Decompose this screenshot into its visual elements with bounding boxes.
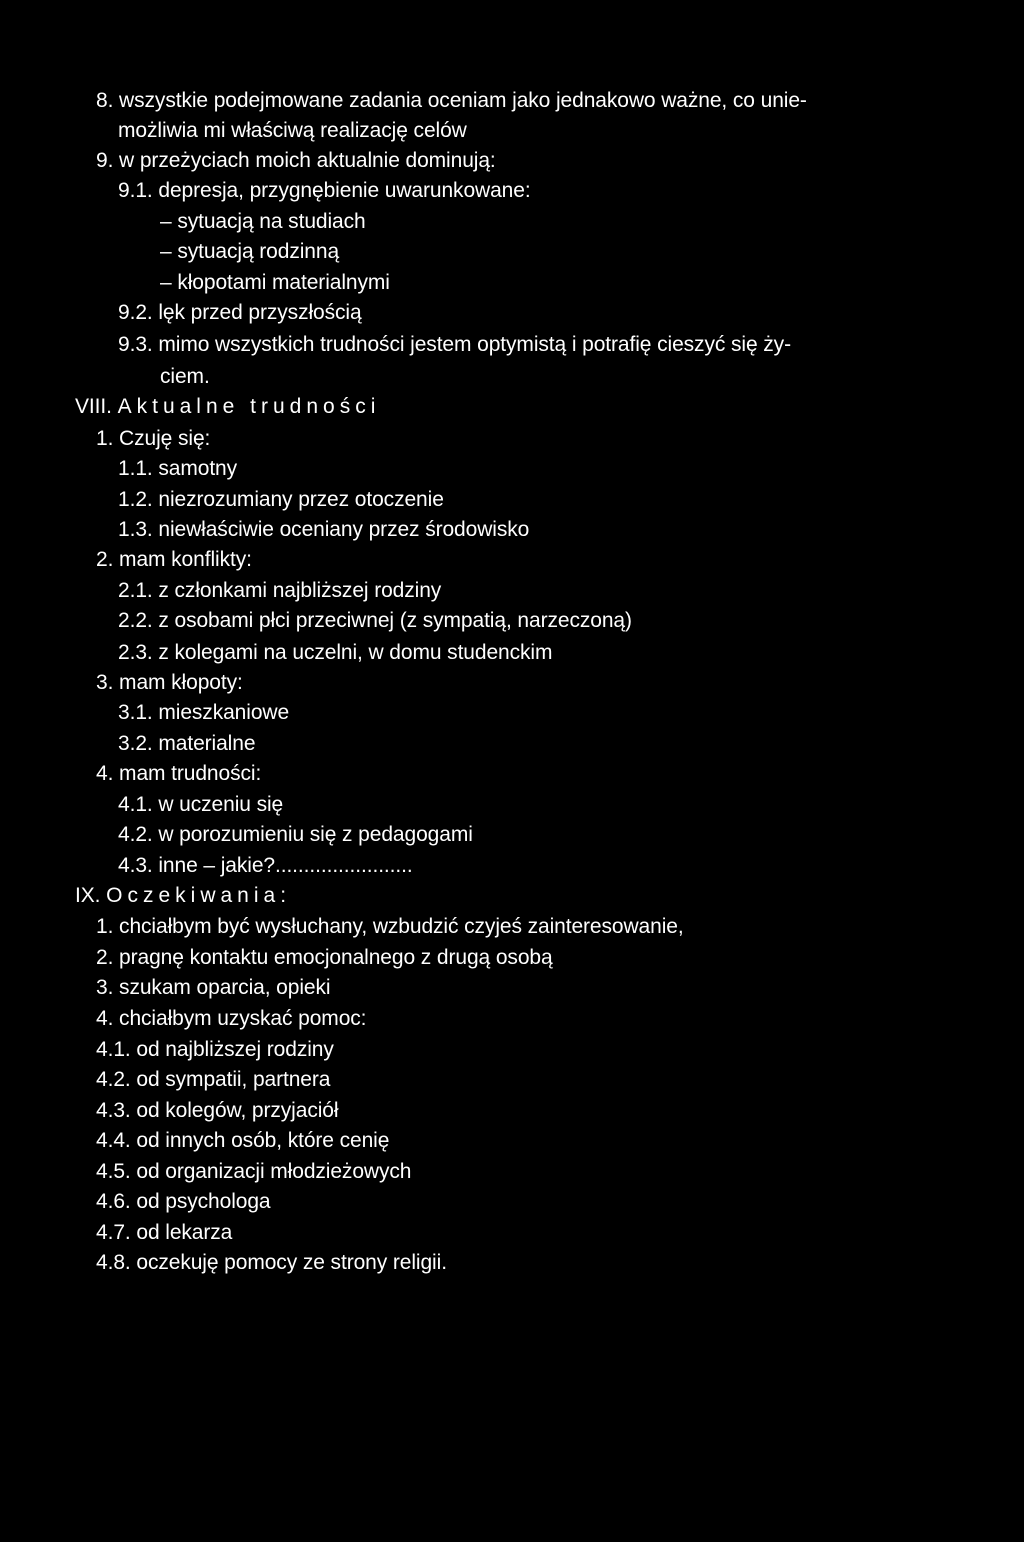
list-item: 1.2. niezrozumiany przez otoczenie [118, 488, 444, 511]
section-viii-heading [75, 392, 380, 422]
list-item: 3. mam kłopoty: [96, 671, 243, 694]
list-item: 2.1. z członkami najbliższej rodziny [118, 579, 442, 602]
list-item: 2.2. z osobami płci przeciwnej (z sympatią, narzeczoną) [118, 609, 632, 632]
list-item: 4. mam trudności: [96, 762, 262, 785]
item-9-1-b: – sytuacją rodzinną [160, 240, 340, 263]
list-item: 4.2. od sympatii, partnera [96, 1068, 331, 1091]
list-item: 1. chciałbym być wysłuchany, wzbudzić czyjeś zainteresowanie, [96, 915, 684, 938]
list-item: 4.3. inne – jakie?........................ [118, 854, 413, 877]
item-9-2: 9.2. lęk przed przyszłością [118, 301, 362, 324]
list-item: 2. pragnę kontaktu emocjonalnego z drugą osobą [96, 946, 553, 969]
list-item: 4.8. oczekuję pomocy ze strony religii. [96, 1251, 447, 1274]
item-9-1-c: – kłopotami materialnymi [160, 271, 390, 294]
list-item: 4.3. od kolegów, przyjaciół [96, 1099, 339, 1122]
item-9: 9. w przeżyciach moich aktualnie dominują: [96, 149, 496, 172]
item-9-1: 9.1. depresja, przygnębienie uwarunkowane: [118, 179, 531, 202]
item-8-line-2: możliwia mi właściwą realizację celów [118, 119, 467, 142]
list-item: 2. mam konflikty: [96, 548, 252, 571]
section-ix-numeral: IX. [75, 884, 101, 907]
list-item: 4.4. od innych osób, które cenię [96, 1129, 390, 1152]
item-9-3-line-1: 9.3. mimo wszystkich trudności jestem optymistą i potrafię cieszyć się ży- [118, 333, 791, 356]
section-viii-numeral: VIII. [75, 395, 112, 418]
list-item: 3.2. materialne [118, 732, 256, 755]
list-item: 4. chciałbym uzyskać pomoc: [96, 1007, 367, 1030]
section-ix-heading [75, 881, 291, 911]
list-item: 4.1. od najbliższej rodziny [96, 1038, 334, 1061]
list-item: 4.1. w uczeniu się [118, 793, 284, 816]
list-item: 4.7. od lekarza [96, 1221, 233, 1244]
item-9-3-line-2: ciem. [160, 365, 210, 388]
list-item: 1.3. niewłaściwie oceniany przez środowisko [118, 518, 530, 541]
list-item: 1. Czuję się: [96, 427, 211, 450]
list-item: 3.1. mieszkaniowe [118, 701, 290, 724]
list-item: 4.2. w porozumieniu się z pedagogami [118, 823, 473, 846]
section-ix-title: Oczekiwania: [106, 884, 292, 907]
item-8-line-1: 8. wszystkie podejmowane zadania oceniam jako jednakowo ważne, co unie- [96, 89, 807, 112]
list-item: 1.1. samotny [118, 457, 238, 480]
list-item: 2.3. z kolegami na uczelni, w domu studenckim [118, 641, 553, 664]
list-item: 3. szukam oparcia, opieki [96, 976, 331, 999]
list-item: 4.5. od organizacji młodzieżowych [96, 1160, 412, 1183]
list-item: 4.6. od psychologa [96, 1190, 271, 1213]
section-viii-title: Aktualne trudności [117, 395, 381, 418]
item-9-1-a: – sytuacją na studiach [160, 210, 366, 233]
